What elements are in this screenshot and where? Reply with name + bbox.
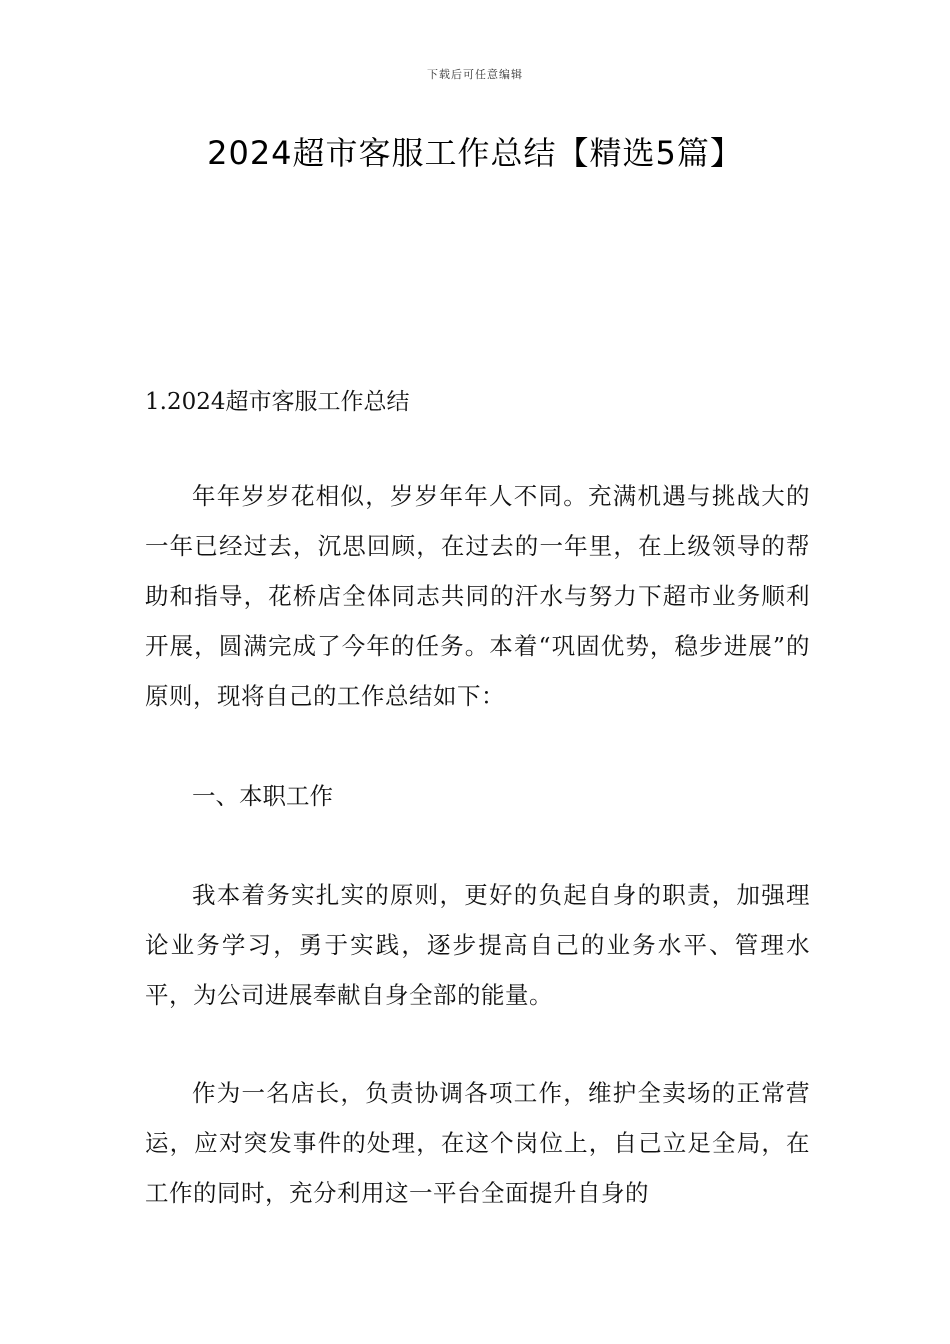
paragraph-duties: 我本着务实扎实的原则，更好的负起自身的职责，加强理论业务学习，勇于实践，逐步提高自己的业务水平、管理水平，为公司进展奉献自身全部的能量。 [145,881,810,1009]
header-note: 下载后可任意编辑 [427,68,523,81]
document-title: 2024超市客服工作总结【精选5篇】 [207,134,743,172]
paragraph-intro: 年年岁岁花相似，岁岁年年人不同。充满机遇与挑战大的一年已经过去，沉思回顾，在过去的一年里，在上级领导的帮助和指导，花桥店全体同志共同的汗水与努力下超市业务顺利开展，圆满完成了今年的任务。本着“巩固优势，稳步进展”的原则，现将自己的工作总结如下： [145,482,810,710]
paragraph-manager: 作为一名店长，负责协调各项工作，维护全卖场的正常营运，应对突发事件的处理，在这个岗位上，自己立足全局，在工作的同时，充分利用这一平台全面提升自身的 [145,1079,810,1207]
section-heading: 1.2024超市客服工作总结 [145,389,410,415]
sub-heading-duties: 一、本职工作 [192,782,333,810]
